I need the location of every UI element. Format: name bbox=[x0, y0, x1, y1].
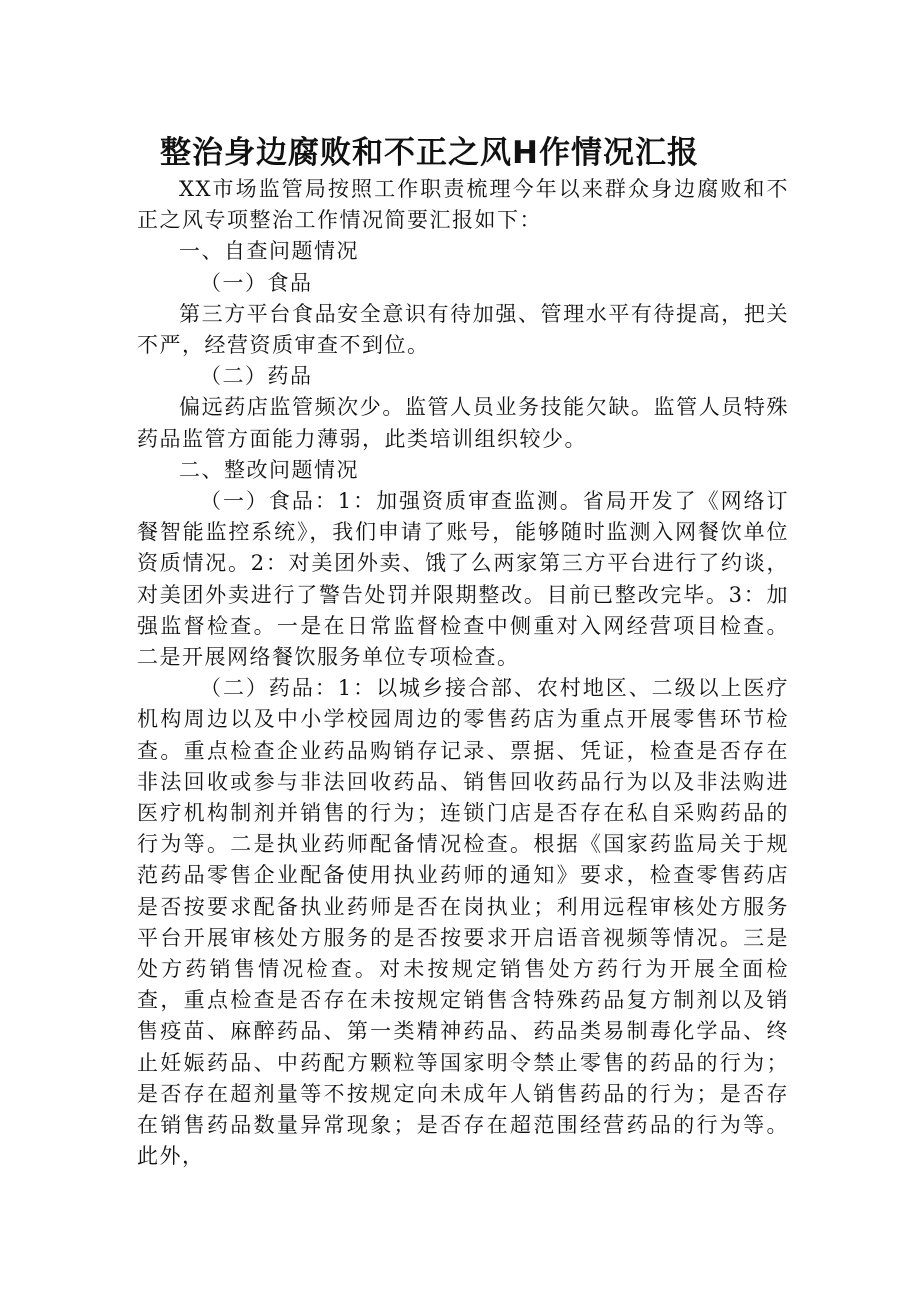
food-issue-paragraph: 第三方平台食品安全意识有待加强、管理水平有待提高，把关不严，经营资质审查不到位。 bbox=[137, 301, 789, 358]
drug-issue-paragraph: 偏远药店监管频次少。监管人员业务技能欠缺。监管人员特殊药品监管方面能力薄弱，此类培训组织较少。 bbox=[137, 395, 789, 451]
drug-rectification-paragraph: （二）药品：1：以城乡接合部、农村地区、二级以上医疗机构周边以及中小学校园周边的零售药店为重点开展零售环节检查。重点检查企业药品购销存记录、票据、凭证，检查是否存在非法回收或参与非法回收药品、销售回收药品行为以及非法购进医疗机构制剂并销售的行为；连锁门店是否存在私自采购药品的行为等。二是执业药师配备情况检查。根据《国家药监局关于规范药品零售企业配备使用执业药师的通知》要求，检查零售药店是否按要求配备执业药师是否在岗执业；利用远程审核处方服务平台开展审核处方服务的是否按要求开启语音视频等情况。三是处方药销售情况检查。对未按规定销售处方药行为开展全面检查，重点检查是否存在未按规定销售含特殊药品复方制剂以及销售疫苗、麻醉药品、第一类精神药品、药品类易制毒化学品、终止妊娠药品、中药配方颗粒等国家明令禁止零售的药品的行为；是否存在超剂量等不按规定向未成年人销售药品的行为；是否存在销售药品数量异常现象；是否存在超范围经营药品的行为等。此外， bbox=[137, 676, 789, 1169]
intro-paragraph: XX市场监管局按照工作职责梳理今年以来群众身边腐败和不正之风专项整治工作情况简要汇报如下： bbox=[137, 177, 789, 233]
document-title: 整治身边腐败和不正之风H作情况汇报 bbox=[160, 135, 699, 171]
subsection-heading-drugs: （二）药品 bbox=[200, 364, 313, 389]
section-heading-self-inspection: 一、自查问题情况 bbox=[179, 239, 359, 264]
section-heading-rectification: 二、整改问题情况 bbox=[179, 457, 359, 482]
subsection-heading-food: （一）食品 bbox=[200, 270, 313, 295]
document-body bbox=[137, 174, 789, 1173]
food-rectification-paragraph: （一）食品：1：加强资质审查监测。省局开发了《网络订餐智能监控系统》，我们申请了账号，能够随时监测入网餐饮单位资质情况。2：对美团外卖、饿了么两家第三方平台进行了约谈，对美团外卖进行了警告处罚并限期整改。目前已整改完毕。3：加强监督检查。一是在日常监督检查中侧重对入网经营项目检查。二是开展网络餐饮服务单位专项检查。 bbox=[137, 489, 789, 670]
